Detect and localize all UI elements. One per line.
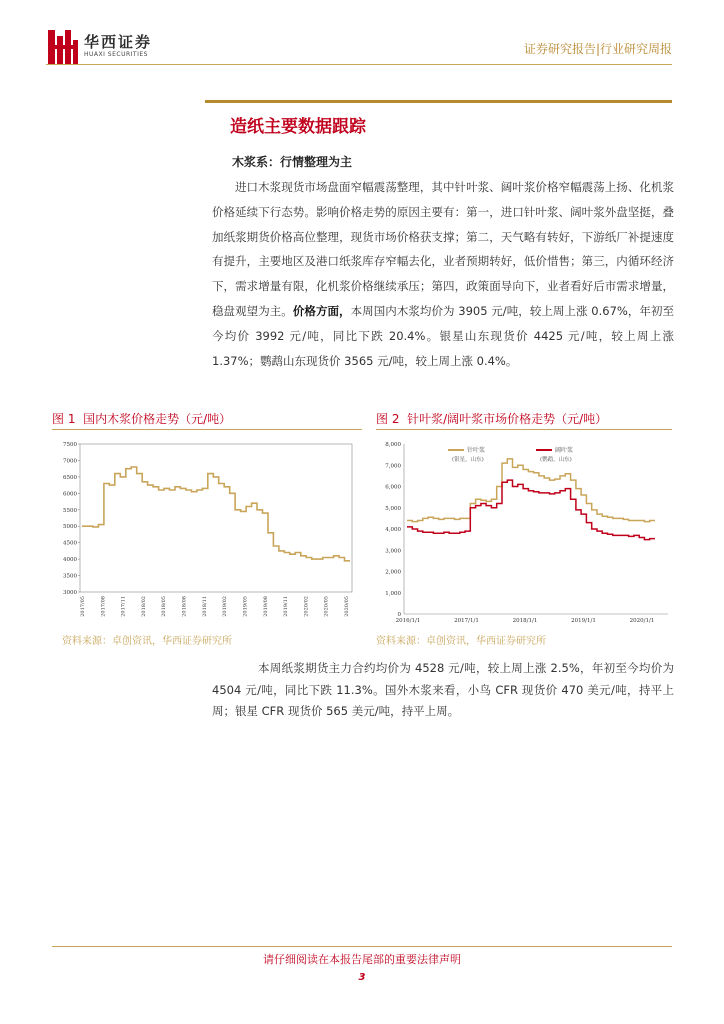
section-title: 造纸主要数据跟踪 bbox=[230, 117, 366, 137]
figure-2-title: 针叶浆/阔叶浆市场价格走势（元/吨） bbox=[407, 412, 608, 426]
chart2-x-tick: 2016/1/1 bbox=[395, 618, 421, 624]
chart2-y-tick: 7,000 bbox=[385, 463, 401, 470]
header-divider bbox=[46, 64, 672, 65]
figure-2-divider bbox=[376, 429, 672, 430]
chart2-y-tick: 4,000 bbox=[385, 527, 401, 533]
figure-2-caption bbox=[376, 410, 607, 427]
figure-2-source: 资料来源：卓创资讯，华西证券研究所 bbox=[376, 636, 546, 647]
chart2-x-tick: 2018/1/1 bbox=[512, 618, 538, 624]
chart1-y-tick: 6500 bbox=[63, 474, 77, 481]
brand-name: 华西证券 bbox=[84, 33, 153, 51]
figure-1-source: 资料来源：卓创资讯，华西证券研究所 bbox=[62, 636, 232, 647]
huaxi-logo-icon bbox=[48, 30, 78, 64]
chart1-x-tick: 2019/11 bbox=[283, 596, 290, 617]
chart1-series-line bbox=[82, 467, 350, 561]
chart2-legend-sub: (鹦鹉，山东) bbox=[540, 457, 572, 463]
page-number: 3 bbox=[358, 972, 366, 983]
chart-domestic-pulp-price bbox=[52, 432, 362, 628]
chart2-x-tick: 2019/1/1 bbox=[571, 618, 596, 624]
chart1-y-tick: 3000 bbox=[63, 590, 77, 596]
chart1-y-tick: 5000 bbox=[63, 524, 77, 531]
chart2-y-tick: 1,000 bbox=[385, 590, 401, 597]
chart1-y-tick: 4000 bbox=[63, 557, 77, 564]
chart2-legend-label: 阔叶浆 bbox=[555, 447, 574, 454]
chart1-x-tick: 2020/05 bbox=[344, 596, 350, 617]
chart-softwood-hardwood-price bbox=[376, 432, 672, 628]
figure-1-caption bbox=[52, 410, 231, 427]
chart2-y-tick: 5,000 bbox=[385, 505, 401, 512]
figure-1-title: 国内木浆价格走势（元/吨） bbox=[83, 412, 232, 426]
chart1-x-tick: 2017/11 bbox=[120, 596, 127, 617]
chart2-x-tick: 2017/1/1 bbox=[454, 618, 479, 624]
chart1-x-tick: 2017/08 bbox=[100, 596, 107, 617]
para1-bold: 价格方面， bbox=[292, 303, 351, 318]
figure-1-divider bbox=[52, 429, 362, 430]
chart2-y-tick: 0 bbox=[397, 612, 401, 618]
chart1-y-tick: 5500 bbox=[63, 507, 77, 514]
chart1-x-tick: 2018/02 bbox=[140, 596, 147, 617]
body-paragraph-1 bbox=[212, 175, 674, 373]
chart1-y-tick: 4500 bbox=[63, 540, 77, 547]
chart1-y-tick: 3500 bbox=[63, 573, 77, 580]
brand-name-en: HUAXI SECURITIES bbox=[84, 51, 148, 58]
chart1-x-tick: 2017/05 bbox=[80, 596, 86, 617]
chart1-plot-frame bbox=[80, 444, 352, 592]
report-type: 证券研究报告|行业研究周报 bbox=[523, 42, 672, 56]
figure-1-num: 图 1 bbox=[52, 412, 76, 426]
chart1-x-tick: 2019/05 bbox=[242, 596, 249, 617]
para1-text: 进口木浆现货市场盘面窄幅震荡整理，其中针叶浆、阔叶浆价格窄幅震荡上扬、化机浆价格延续下行态势。影响价格走势的原因主要有：第一，进口针叶浆、阔叶浆外盘坚挺，叠加纸浆期货价格高位整理，现货市场价格获支撑；第二，天气略有转好，下游纸厂补提速度有提升，主要地区及港口纸浆库存窄幅去化，业者预期转好，低价惜售；第三，内循环经济下，需求增量有限，化机浆价格继续承压；第四，政策面导向下，业者看好后市需求增量，稳盘观望为主。 bbox=[212, 180, 674, 318]
body-paragraph-2: 本周纸浆期货主力合约均价为 4528 元/吨，较上周上涨 2.5%，年初至今均价为 4504 元/吨，同比下跌 11.3%。国外木浆来看，小鸟 CFR 现货价 470 美元/吨，持平上周；银星 CFR 现货价 565 美元/吨，持平上周。 bbox=[212, 661, 674, 718]
chart2-y-tick: 2,000 bbox=[385, 569, 401, 576]
chart1-x-tick: 2018/05 bbox=[161, 596, 168, 617]
figure-2-num: 图 2 bbox=[376, 412, 400, 426]
chart1-y-tick: 7000 bbox=[63, 458, 77, 465]
chart2-legend-sub: (银星，山东) bbox=[452, 457, 484, 463]
chart1-x-tick: 2018/11 bbox=[201, 596, 208, 617]
chart1-y-tick: 7500 bbox=[63, 442, 77, 448]
chart2-legend-label: 针叶浆 bbox=[467, 447, 486, 454]
chart1-x-tick: 2019/02 bbox=[222, 596, 229, 617]
chart2-y-tick: 3,000 bbox=[385, 548, 401, 555]
chart2-series-line-hardwood bbox=[407, 480, 655, 539]
footer-divider bbox=[52, 946, 672, 947]
subsection-title: 木浆系：行情整理为主 bbox=[232, 155, 353, 169]
chart1-y-tick: 6000 bbox=[63, 491, 77, 498]
chart1-x-tick: 2020/02 bbox=[303, 596, 310, 617]
chart1-x-tick: 2018/08 bbox=[181, 596, 188, 617]
chart2-y-tick: 8,000 bbox=[385, 442, 401, 448]
chart2-y-tick: 6,000 bbox=[385, 484, 401, 491]
para1-tail: 本周国内木浆均价为 3905 元/吨，较上周上涨 0.67%，年初至今均价 3992 元/吨，同比下跌 20.4%。银星山东现货价 4425 元/吨，较上周上涨 1.37%；鹦鹉山东现货价 3565 元/吨，较上周上涨 0.4%。 bbox=[212, 303, 675, 368]
chart1-x-tick: 2020/05 bbox=[323, 596, 330, 617]
chart2-x-tick: 2020/1/1 bbox=[629, 618, 655, 624]
legal-notice: 请仔细阅读在本报告尾部的重要法律声明 bbox=[263, 953, 461, 966]
section-bar bbox=[205, 100, 672, 103]
chart1-x-tick: 2019/08 bbox=[262, 596, 269, 617]
